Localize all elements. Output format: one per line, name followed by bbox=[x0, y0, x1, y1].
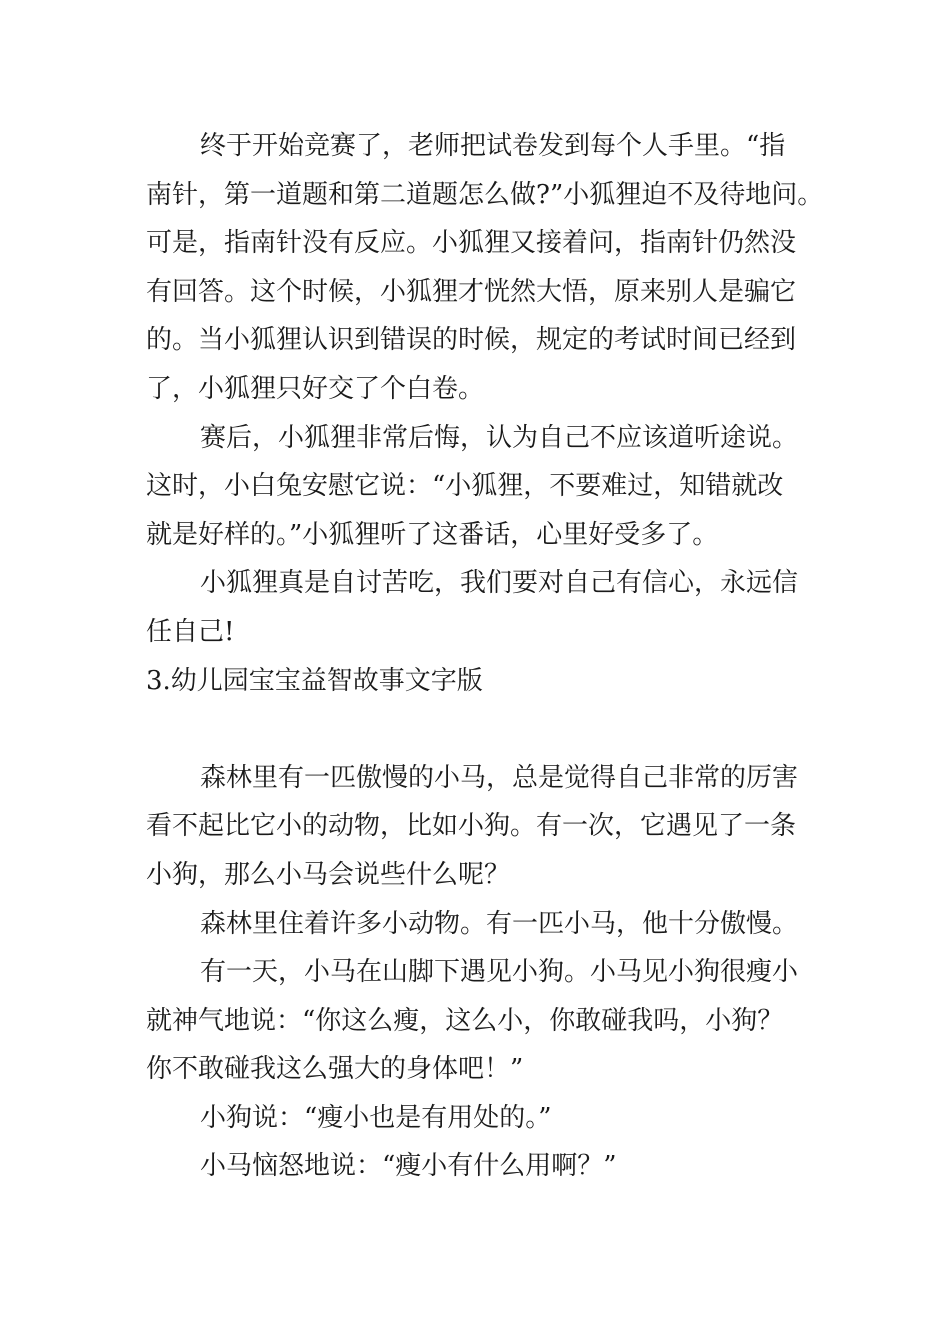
paragraph-line: 了，小狐狸只好交了个白卷。 bbox=[146, 373, 485, 404]
paragraph-line: 有一天，小马在山脚下遇见小狗。小马见小狗很瘦小 bbox=[200, 957, 799, 988]
paragraph-line: 赛后，小狐狸非常后悔，认为自己不应该道听途说。 bbox=[200, 422, 799, 453]
paragraph-line: 你不敢碰我这么强大的身体吧！” bbox=[146, 1054, 524, 1085]
paragraph-line: 小狐狸真是自讨苦吃，我们要对自己有信心，永远信 bbox=[200, 568, 799, 599]
paragraph-line: 小狗，那么小马会说些什么呢？ bbox=[146, 859, 511, 890]
paragraph-line: 森林里住着许多小动物。有一匹小马，他十分傲慢。 bbox=[200, 908, 799, 939]
paragraph-line: 小狗说：“瘦小也是有用处的。” bbox=[200, 1102, 552, 1133]
paragraph-line: 森林里有一匹傲慢的小马，总是觉得自己非常的厉害 bbox=[200, 762, 799, 793]
document-body bbox=[146, 122, 836, 1191]
section-heading: 3.幼儿园宝宝益智故事文字版 bbox=[146, 665, 483, 696]
paragraph-line: 可是，指南针没有反应。小狐狸又接着问，指南针仍然没 bbox=[146, 228, 797, 259]
blank-line bbox=[146, 705, 836, 754]
paragraph-line: 这时，小白兔安慰它说：“小狐狸，不要难过，知错就改 bbox=[146, 471, 784, 502]
paragraph-line: 就是好样的。”小狐狸听了这番话，心里好受多了。 bbox=[146, 519, 719, 550]
paragraph-line: 小马恼怒地说：“瘦小有什么用啊？” bbox=[200, 1151, 617, 1182]
paragraph-line: 就神气地说：“你这么瘦，这么小，你敢碰我吗，小狗？ bbox=[146, 1005, 784, 1036]
paragraph-line: 看不起比它小的动物，比如小狗。有一次，它遇见了一条 bbox=[146, 811, 797, 842]
paragraph-line: 南针，第一道题和第二道题怎么做?”小狐狸迫不及待地问。 bbox=[146, 179, 824, 210]
paragraph-line: 有回答。这个时候，小狐狸才恍然大悟，原来别人是骗它 bbox=[146, 276, 797, 307]
paragraph-line: 的。当小狐狸认识到错误的时候，规定的考试时间已经到 bbox=[146, 325, 797, 356]
paragraph-line: 终于开始竞赛了，老师把试卷发到每个人手里。“指 bbox=[200, 131, 786, 161]
paragraph-line: 任自己! bbox=[146, 616, 235, 647]
